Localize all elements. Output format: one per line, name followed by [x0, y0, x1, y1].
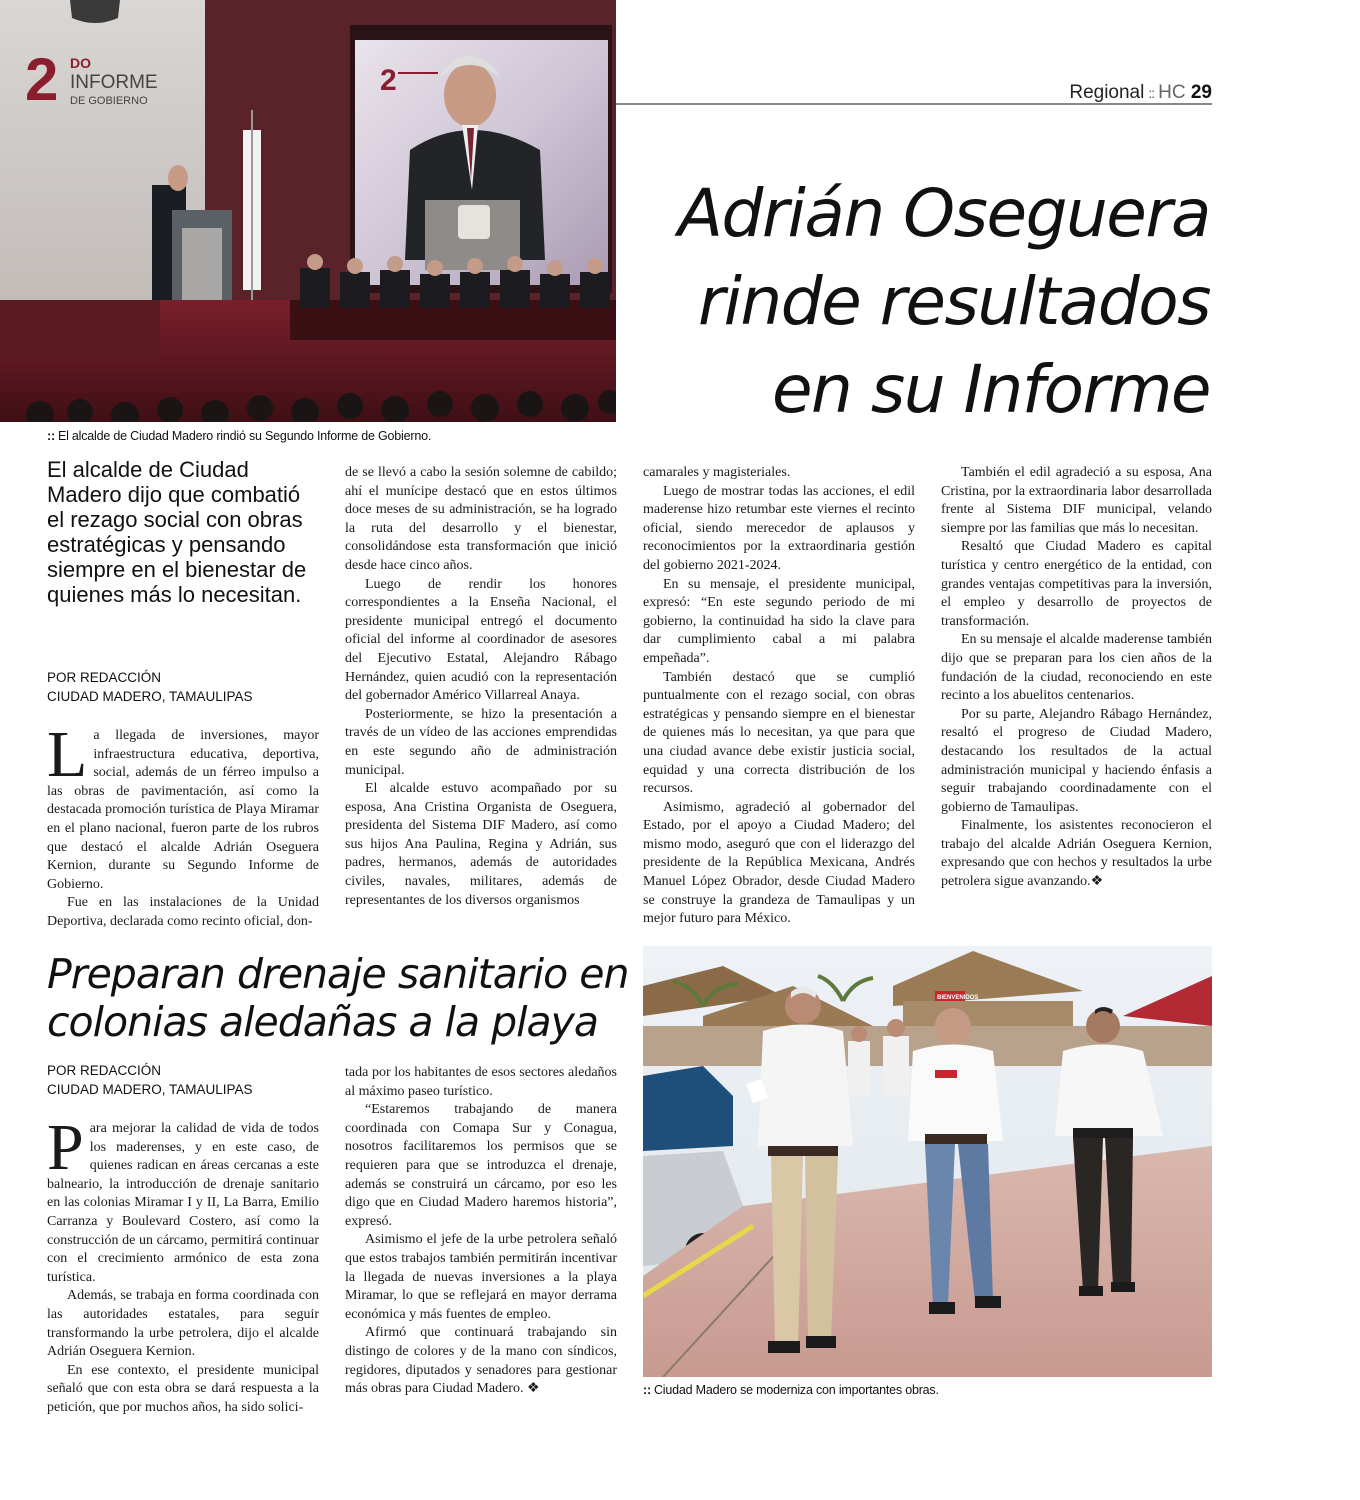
paragraph: Asimismo, agradeció al gobernador del Estado, por el apoyo a Ciudad Madero; del mismo modo, aseguró que con el liderazgo del presidente de la República Mexicana, Andrés Manuel López Obrador, desde Ciudad Madero se construye la grandeza de Tamaulipas y un mejor futuro para México.: [643, 799, 915, 927]
caption-text: Ciudad Madero se moderniza con importantes obras.: [653, 1383, 939, 1397]
paragraph: Fue en las instalaciones de la Unidad Deportiva, declarada como recinto oficial, don-: [47, 895, 319, 929]
drop-cap: P: [47, 1111, 84, 1184]
byline-author: POR REDACCIÓN: [47, 1063, 162, 1078]
drop-cap: L: [47, 718, 88, 791]
paragraph: Resaltó que Ciudad Madero es capital turística y centro energético de la entidad, con grandes ventajas competitivas para la inversión, el empleo y desarrollo de proyectos de transformación.: [941, 539, 1212, 629]
svg-text:2: 2: [25, 46, 59, 113]
paragraph: Afirmó que continuará trabajando sin distingo de colores y de la mano con síndicos, regidores, diputados y senadores para gestionar más obras para Ciudad Madero. ❖: [345, 1325, 617, 1397]
byline-2: [47, 1061, 253, 1099]
caption-marker: ::: [643, 1383, 651, 1397]
article-headline: Adrián Oseguera rinde resultados en su Informe: [677, 175, 1210, 428]
article-headline-2: Preparan drenaje sanitario en colonias aledañas a la playa: [47, 950, 629, 1046]
caption-marker: ::: [47, 429, 55, 443]
paragraph: Luego de mostrar todas las acciones, el edil maderense hizo retumbar este viernes el recinto oficial, siendo merecedor de aplausos y reconocimientos por la extraordinaria gestión del gobierno 2021-2024.: [643, 483, 915, 573]
paragraph: En su mensaje el alcalde maderense también dijo que se preparan para los cien años de la fundación de la ciudad, reconociendo en este recinto a los abuelitos centenarios.: [941, 632, 1212, 704]
paragraph: En su mensaje, el presidente municipal, expresó: “En este segundo periodo de mi gobierno, la continuidad ha sido la clave para dar cumplimiento cabal a mi palabra empeñada”.: [643, 576, 915, 666]
caption-text: El alcalde de Ciudad Madero rindió su Segundo Informe de Gobierno.: [57, 429, 432, 443]
paragraph: “Estaremos trabajando de manera coordinada con Comapa Sur y Conagua, nosotros facilitaremos los permisos que se requieren para que se introduzca el drenaje, además se construirá un cárcamo, por eso les digo que en Ciudad Madero haremos historia”, expresó.: [345, 1102, 617, 1229]
article-column-3: [643, 464, 915, 929]
svg-text:DO: DO: [70, 55, 91, 71]
paragraph: de se llevó a cabo la sesión solemne de cabildo; ahí el munícipe destacó que en estos últimos doce meses de su administración, se ha logrado la ruta del desarrollo y el bienestar, consolidándose esta transformación que inició desde hace cinco años.: [345, 465, 617, 573]
svg-text:2: 2: [380, 64, 397, 97]
paragraph: Luego de rendir los honores correspondientes a la Enseña Nacional, el presidente municipal entregó el documento oficial del informe al coordinador de asesores del Ejecutivo Estatal, Alejandro Rábago Hernández, quien acudió con la representación del gobernador Américo Villarreal Anaya.: [345, 576, 617, 704]
article-column-4: [941, 464, 1212, 892]
section-header: [1069, 82, 1212, 104]
section-name: Regional: [1069, 82, 1145, 103]
photo-caption-2: [643, 1383, 939, 1397]
byline-location: CIUDAD MADERO, TAMAULIPAS: [47, 1082, 253, 1097]
paragraph: La llegada de inversiones, mayor infraestructura educativa, deportiva, social, además de un férreo impulso a las obras de pavimentación, así como la destacada promoción turística de Playa Miramar en el plano nacional, fueron parte de los rubros que destacó el alcalde Adrián Oseguera Kernion, durante su Segundo Informe de Gobierno.: [47, 718, 319, 892]
svg-text:INFORME: INFORME: [70, 72, 158, 93]
beach-walk-photo: [643, 946, 1212, 1377]
paragraph: Posteriormente, se hizo la presentación a través de un vídeo de las acciones emprendidas en este segundo año de administración municipal.: [345, 706, 617, 778]
separator-dots: ::: [1148, 85, 1155, 101]
beach-walk-illustration: [643, 946, 1212, 1377]
byline-author: POR REDACCIÓN: [47, 670, 162, 685]
paragraph: Además, se trabaja en forma coordinada con las autoridades estatales, para seguir transformando la urbe petrolera, dijo el alcalde Adrián Oseguera Kernion.: [47, 1288, 319, 1360]
article-deck: El alcalde de Ciudad Madero dijo que combatió el rezago social con obras estratégicas y pensando siempre en el bienestar de quienes más lo necesitan.: [47, 457, 307, 607]
paragraph: Para mejorar la calidad de vida de todos los maderenses, y en este caso, de quienes radican en áreas cercanas a este balneario, la introducción de drenaje sanitario en las colonias Miramar I y II, La Barra, Emilio Carranza y Boulevard Costero, así como la construcción de un cárcamo, permitirá continuar con el crecimiento armónico de esta zona turística.: [47, 1111, 319, 1285]
article-2-column-1: [47, 1111, 319, 1418]
page-number: 29: [1190, 82, 1212, 103]
brand-mark: HC: [1158, 82, 1186, 103]
byline: [47, 668, 253, 706]
paragraph: En ese contexto, el presidente municipal señaló que con esta obra se dará respuesta a la petición, que por muchos años, ha sido solici-: [47, 1362, 319, 1415]
paragraph: camarales y magisteriales.: [643, 465, 791, 480]
paragraph: Por su parte, Alejandro Rábago Hernández, resaltó el progreso de Ciudad Madero, destacando los resultados de la actual administración municipal y haciendo énfasis a seguir trabajando coordinadamente con el gobierno de Tamaulipas.: [941, 706, 1212, 815]
photo-caption: [47, 429, 431, 443]
paragraph: Asimismo el jefe de la urbe petrolera señaló que estos trabajos también permitirán incentivar la llegada de nuevas inversiones a la playa Miramar, lo que se reflejará en mayor derrama económica y más fuentes de empleo.: [345, 1232, 617, 1322]
paragraph: Finalmente, los asistentes reconocieron el trabajo del alcalde Adrián Oseguera Kernion, expresando que con hechos y resultados la urbe petrolera sigue avanzando.❖: [941, 818, 1212, 890]
svg-text:DE GOBIERNO: DE GOBIERNO: [70, 95, 148, 107]
paragraph: También el edil agradeció a su esposa, Ana Cristina, por la extraordinaria labor desarrollada frente al Sistema DIF municipal, velando siempre por las familias que más lo necesitan.: [941, 465, 1212, 536]
article-2-column-2: [345, 1064, 617, 1399]
paragraph: El alcalde estuvo acompañado por su esposa, Ana Cristina Organista de Oseguera, presidenta del Sistema DIF Madero, así como sus hijos Ana Paulina, Regina y Adrián, sus padres, hermanos, además de autoridades civiles, navales, militares, además de representantes de los diversos organismos: [345, 781, 617, 908]
ceremony-photo: [0, 0, 616, 422]
article-column-2: [345, 464, 617, 910]
bienvenidos-sign: BIENVENIDOS: [937, 995, 979, 1001]
paragraph: También destacó que se cumplió puntualmente con el rezago social, con obras estratégicas y pensando siempre en el bienestar de quienes más lo necesitan, ya que para que una ciudad avance debe existir justicia social, equidad y una correcta distribución de los recursos.: [643, 669, 915, 797]
article-column-1: [47, 718, 319, 932]
byline-location: CIUDAD MADERO, TAMAULIPAS: [47, 689, 253, 704]
paragraph: tada por los habitantes de esos sectores aledaños al máximo paseo turístico.: [345, 1065, 617, 1099]
ceremony-illustration: [0, 0, 616, 422]
